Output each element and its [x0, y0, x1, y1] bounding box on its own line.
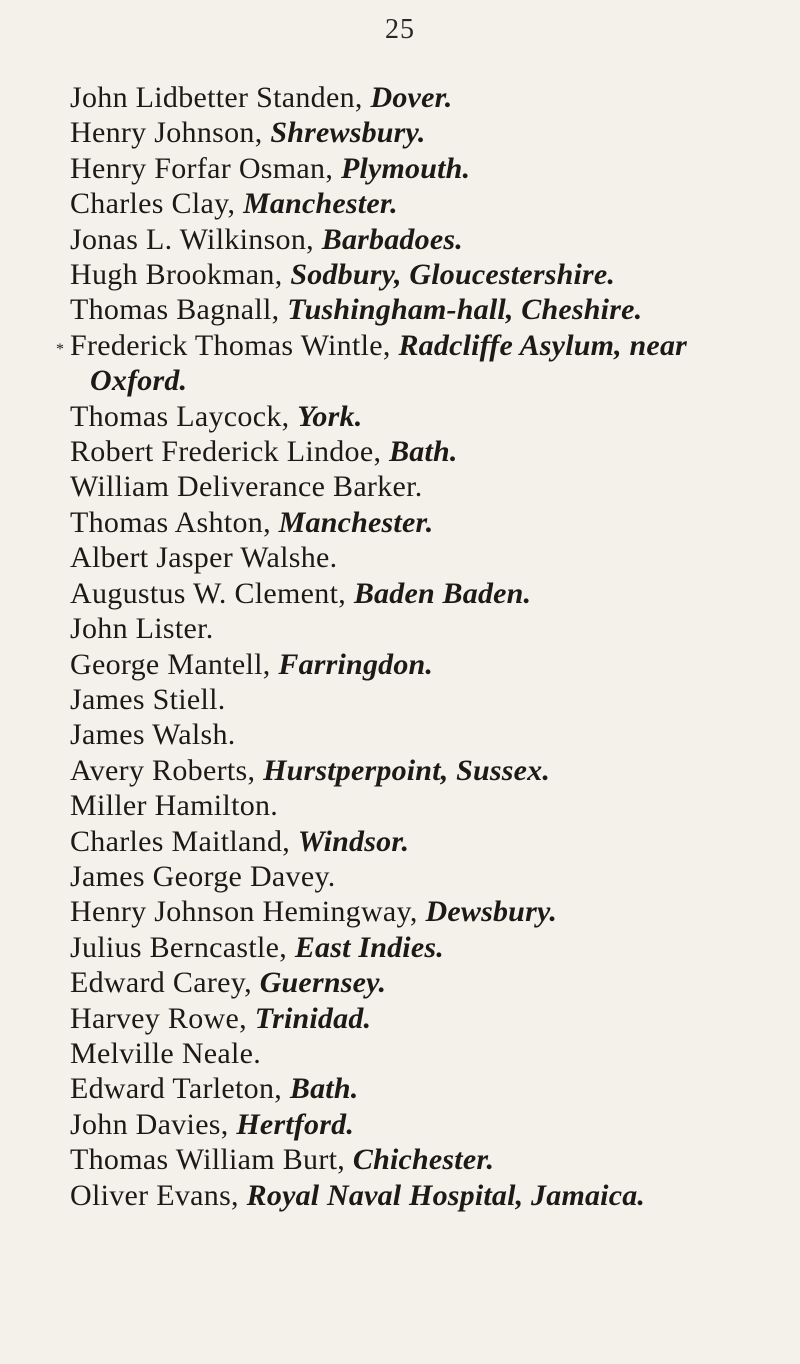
- entry-place: Dewsbury.: [425, 895, 558, 929]
- list-item: [56, 1071, 786, 1106]
- entry-name: Miller Hamilton.: [70, 789, 279, 823]
- list-item: [56, 576, 786, 611]
- entry-place: Barbadoes.: [321, 222, 463, 256]
- entry-name: Charles Maitland,: [70, 824, 298, 858]
- entry-name: James Stiell.: [70, 682, 226, 716]
- list-item: [56, 788, 786, 823]
- entry-name: Harvey Rowe,: [70, 1001, 255, 1035]
- entry-place: Farringdon.: [278, 647, 434, 681]
- page-number: 25: [385, 14, 415, 45]
- entry-place: Radcliffe Asylum, near: [398, 328, 688, 362]
- list-item: [56, 753, 786, 788]
- entry-name: Albert Jasper Walshe.: [70, 541, 338, 575]
- entry-name: Charles Clay,: [70, 187, 244, 221]
- entry-name: Thomas Ashton,: [70, 505, 279, 539]
- entry-place: Chichester.: [352, 1143, 495, 1177]
- list-item: [56, 399, 786, 434]
- entry-place-continued: Oxford.: [90, 364, 188, 398]
- list-item: [56, 930, 786, 965]
- entry-place: Plymouth.: [340, 151, 471, 185]
- entry-name: John Lidbetter Standen,: [70, 81, 371, 114]
- list-item: [56, 292, 786, 327]
- entry-name: Edward Carey,: [70, 966, 260, 1000]
- list-item: [56, 647, 786, 682]
- list-item: [56, 222, 786, 257]
- entry-place: Bath.: [389, 435, 458, 469]
- entry-name: Frederick Thomas Wintle,: [70, 328, 399, 362]
- list-item: [56, 824, 786, 859]
- footnote-marker: *: [56, 340, 64, 358]
- entry-place: Sodbury, Gloucestershire.: [290, 258, 616, 292]
- entry-name: Julius Berncastle,: [70, 930, 295, 964]
- entry-name: John Lister.: [70, 612, 214, 646]
- list-item: [56, 965, 786, 1000]
- entry-name: Jonas L. Wilkinson,: [70, 222, 322, 256]
- list-item: [56, 505, 786, 540]
- list-item: [56, 80, 786, 115]
- entry-name: Robert Frederick Lindoe,: [70, 435, 390, 469]
- list-item: [56, 859, 786, 894]
- entry-name: Avery Roberts,: [70, 753, 264, 787]
- list-item: [56, 257, 786, 292]
- entry-place: Hurstperpoint, Sussex.: [263, 753, 551, 787]
- entry-name: Melville Neale.: [70, 1036, 262, 1070]
- entry-place: Windsor.: [297, 824, 410, 858]
- entry-place: Royal Naval Hospital, Jamaica.: [246, 1178, 646, 1212]
- entry-place: Trinidad.: [254, 1001, 372, 1035]
- entry-place: York.: [297, 399, 363, 433]
- list-item: [56, 894, 786, 929]
- entry-place: Manchester.: [243, 187, 398, 221]
- list-item: [56, 682, 786, 717]
- entry-name: Oliver Evans,: [70, 1178, 247, 1212]
- list-item: [56, 434, 786, 469]
- entry-place: Dover.: [370, 81, 453, 114]
- entry-place: East Indies.: [294, 930, 444, 964]
- list-item: [56, 1178, 786, 1213]
- entry-name: William Deliverance Barker.: [70, 470, 423, 504]
- entry-name: Hugh Brookman,: [70, 258, 291, 292]
- entry-name: Thomas William Burt,: [70, 1143, 353, 1177]
- entry-place: Baden Baden.: [353, 576, 532, 610]
- entry-name: Thomas Laycock,: [70, 399, 298, 433]
- list-item: [56, 717, 786, 752]
- entry-name: Thomas Bagnall,: [70, 293, 288, 327]
- entry-name: Henry Johnson Hemingway,: [70, 895, 426, 929]
- entry-place: Tushingham-hall, Cheshire.: [287, 293, 643, 327]
- list-item: [56, 115, 786, 150]
- entry-name: Henry Forfar Osman,: [70, 151, 341, 185]
- entry-name: George Mantell,: [70, 647, 279, 681]
- entry-place: Guernsey.: [259, 966, 387, 1000]
- entry-place: Shrewsbury.: [270, 116, 426, 150]
- list-item: [56, 186, 786, 221]
- list-item: [56, 540, 786, 575]
- entry-name: Augustus W. Clement,: [70, 576, 354, 610]
- entry-name: John Davies,: [70, 1107, 237, 1141]
- entry-name: Henry Johnson,: [70, 116, 271, 150]
- list-item: [56, 1001, 786, 1036]
- entry-name: James George Davey.: [70, 859, 336, 893]
- list-item: [56, 1107, 786, 1142]
- list-item: [56, 1036, 786, 1071]
- entry-name: Edward Tarleton,: [70, 1072, 290, 1106]
- name-list: [56, 80, 786, 1213]
- entry-place: Bath.: [289, 1072, 359, 1106]
- entry-place: Hertford.: [236, 1107, 355, 1141]
- list-item: [56, 469, 786, 504]
- list-item: [56, 151, 786, 186]
- entry-place: Manchester.: [278, 505, 434, 539]
- entry-name: James Walsh.: [70, 718, 236, 752]
- list-item: [56, 328, 786, 399]
- list-item: [56, 611, 786, 646]
- list-item: [56, 1142, 786, 1177]
